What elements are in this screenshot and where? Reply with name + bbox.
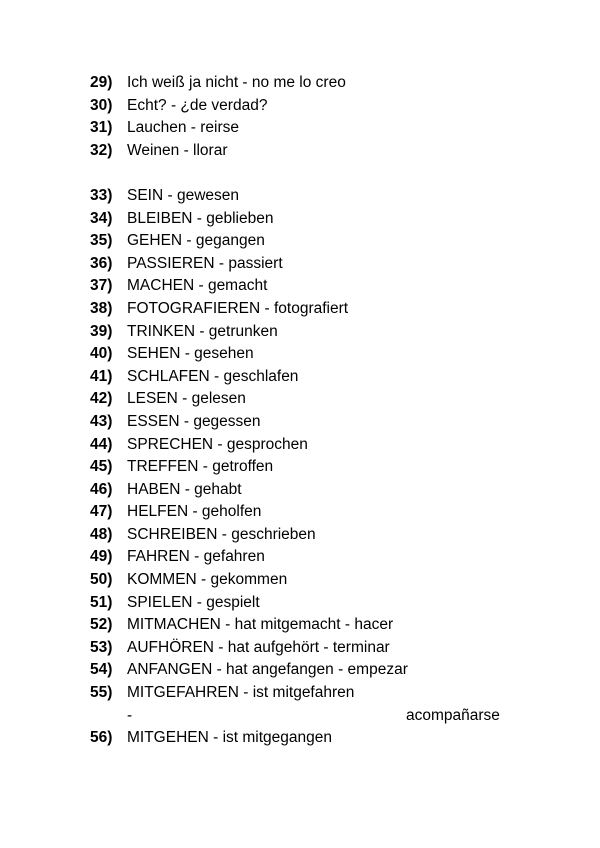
item-number: 47) <box>90 503 113 521</box>
item-number: 52) <box>90 616 113 634</box>
list-item <box>0 208 600 231</box>
list-item <box>0 637 600 660</box>
item-number: 29) <box>90 74 113 91</box>
item-number: 36) <box>90 254 113 272</box>
item-number: 39) <box>90 322 113 340</box>
list-item <box>0 524 600 547</box>
item-text: MITGEHEN - ist mitgegangen <box>127 729 333 747</box>
item-number: 54) <box>90 661 113 679</box>
item-number: 49) <box>90 548 113 566</box>
list-item <box>0 546 600 569</box>
item-text: FAHREN - gefahren <box>127 548 265 566</box>
list-item <box>0 614 600 637</box>
list-item <box>0 95 600 118</box>
item-text: LESEN - gelesen <box>127 390 246 408</box>
list-item-continuation <box>0 705 600 728</box>
item-number: 40) <box>90 345 113 363</box>
item-number: 31) <box>90 119 113 137</box>
list-item <box>0 682 600 705</box>
item-text: MACHEN - gemacht <box>127 277 268 295</box>
list-item <box>0 456 600 479</box>
item-number: 46) <box>90 480 113 498</box>
item-text: SEHEN - gesehen <box>127 345 254 363</box>
list-item <box>0 366 600 389</box>
item-number: 56) <box>90 729 113 747</box>
item-text: TREFFEN - getroffen <box>127 458 274 476</box>
item-number: 48) <box>90 525 113 543</box>
list-item <box>0 72 600 95</box>
list-item <box>0 659 600 682</box>
item-text: HABEN - gehabt <box>127 480 242 498</box>
item-text: BLEIBEN - geblieben <box>127 209 274 227</box>
item-text: HELFEN - geholfen <box>127 503 262 521</box>
item-number: 30) <box>90 96 113 114</box>
item-text: KOMMEN - gekommen <box>127 571 288 589</box>
item-number: 51) <box>90 593 113 611</box>
list-item <box>0 569 600 592</box>
item-number: 37) <box>90 277 113 295</box>
item-number: 53) <box>90 638 113 656</box>
item-text: Lauchen - reirse <box>127 119 240 137</box>
list-item <box>0 479 600 502</box>
item-text: Ich weiß ja nicht - no me lo creo <box>127 74 346 91</box>
item-number: 44) <box>90 435 113 453</box>
item-number: 33) <box>90 186 113 204</box>
list-item <box>0 253 600 276</box>
item-text: Echt? - ¿de verdad? <box>127 96 268 114</box>
item-number: 43) <box>90 412 113 430</box>
list-item <box>0 230 600 253</box>
continuation-word: acompañarse <box>406 706 500 724</box>
continuation-dash: - <box>127 706 133 724</box>
item-text: MITGEFAHREN - ist mitgefahren <box>127 684 355 702</box>
list-item <box>0 411 600 434</box>
list-item <box>0 501 600 524</box>
item-number: 42) <box>90 390 113 408</box>
list-item <box>0 343 600 366</box>
list-item <box>0 298 600 321</box>
list-item <box>0 727 600 750</box>
item-number: 34) <box>90 209 113 227</box>
list-item <box>0 117 600 140</box>
item-number: 55) <box>90 684 113 702</box>
item-text: SCHLAFEN - geschlafen <box>127 367 299 385</box>
list-item <box>0 140 600 163</box>
list-item <box>0 592 600 615</box>
item-text: SEIN - gewesen <box>127 186 239 204</box>
item-text: GEHEN - gegangen <box>127 232 265 250</box>
item-number: 50) <box>90 571 113 589</box>
list-item <box>0 321 600 344</box>
item-text: SPIELEN - gespielt <box>127 593 260 611</box>
list-item <box>0 275 600 298</box>
item-text: PASSIEREN - passiert <box>127 254 283 272</box>
item-text: SPRECHEN - gesprochen <box>127 435 308 453</box>
list-item <box>0 434 600 457</box>
item-number: 45) <box>90 458 113 476</box>
list-item <box>0 388 600 411</box>
item-text: AUFHÖREN - hat aufgehört - terminar <box>127 638 390 656</box>
list-item <box>0 185 600 208</box>
item-number: 32) <box>90 141 113 159</box>
item-text: MITMACHEN - hat mitgemacht - hacer <box>127 616 394 634</box>
item-text: ANFANGEN - hat angefangen - empezar <box>127 661 408 679</box>
item-text: SCHREIBEN - geschrieben <box>127 525 316 543</box>
item-text: Weinen - llorar <box>127 141 228 159</box>
item-number: 35) <box>90 232 113 250</box>
item-text: FOTOGRAFIEREN - fotografiert <box>127 299 349 317</box>
item-text: ESSEN - gegessen <box>127 412 261 430</box>
item-text: TRINKEN - getrunken <box>127 322 278 340</box>
vocabulary-list <box>0 72 600 750</box>
item-number: 41) <box>90 367 113 385</box>
item-number: 38) <box>90 299 113 317</box>
